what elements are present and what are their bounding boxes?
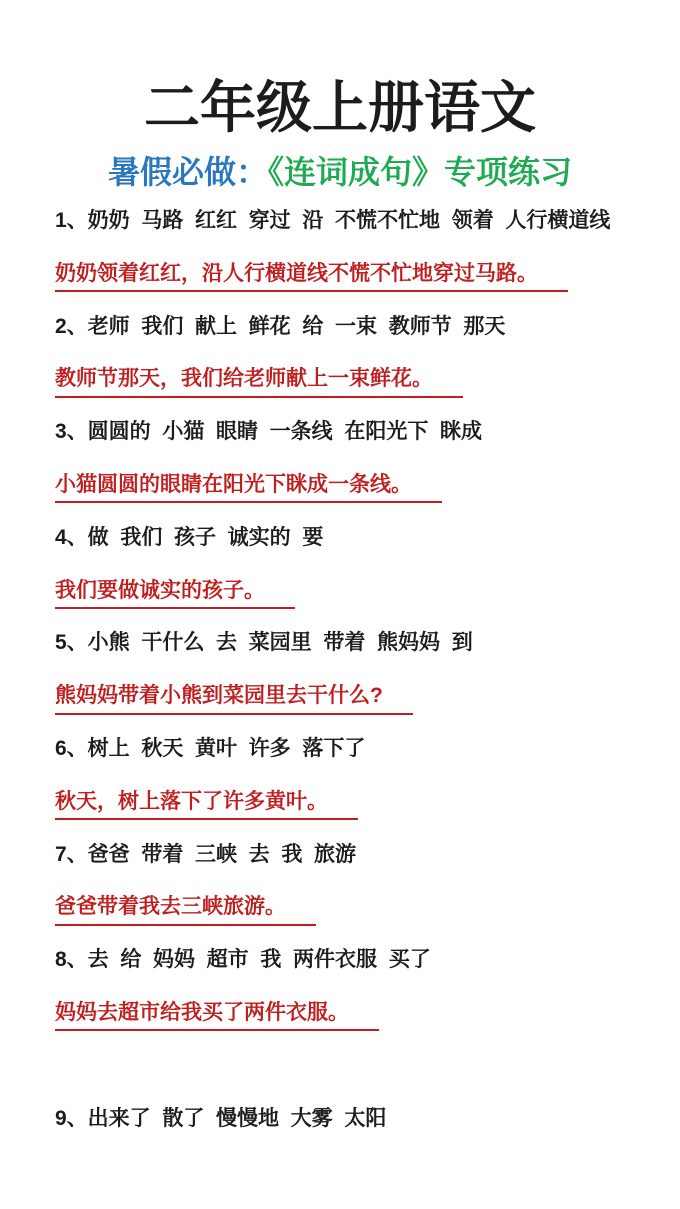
exercise-6-answer: 秋天，树上落下了许多黄叶。 [55,787,358,820]
blank-line [55,1040,644,1093]
exercise-8-prompt: 8、去 给 妈妈 超市 我 两件衣服 买了 [55,948,431,972]
subtitle-prefix: 暑假必做： [107,154,268,190]
exercise-5-prompt: 5、小熊 干什么 去 菜园里 带着 熊妈妈 到 [55,631,473,655]
page-title: 二年级上册语文 [144,76,536,139]
exercise-3-answer: 小猫圆圆的眼睛在阳光下眯成一条线。 [55,470,442,503]
exercise-7-answer-line [55,881,644,934]
page-subtitle [0,153,680,191]
exercise-6-answer-line [55,776,644,829]
exercise-4-answer: 我们要做诚实的孩子。 [55,576,295,609]
exercise-list [55,195,644,1145]
exercise-5-answer: 熊妈妈带着小熊到菜园里去干什么? [55,681,413,714]
exercise-4-prompt: 4、做 我们 孩子 诚实的 要 [55,525,324,549]
exercise-3-answer-line [55,459,644,512]
exercise-2-answer: 教师节那天，我们给老师献上一束鲜花。 [55,364,463,397]
exercise-9-prompt: 9、出来了 散了 慢慢地 大雾 太阳 [55,1106,387,1130]
exercise-4-answer-line [55,565,644,618]
exercise-2-prompt: 2、老师 我们 献上 鲜花 给 一束 教师节 那天 [55,314,506,338]
exercise-3-prompt: 3、圆圆的 小猫 眼睛 一条线 在阳光下 眯成 [55,420,483,444]
exercise-2-answer-line [55,353,644,406]
exercise-7-prompt: 7、爸爸 带着 三峡 去 我 旅游 [55,842,357,866]
exercise-1-answer-line [55,248,644,301]
exercise-7-answer: 爸爸带着我去三峡旅游。 [55,892,316,925]
exercise-5-answer-line [55,670,644,723]
exercise-1-prompt: 1、奶奶 马路 红红 穿过 沿 不慌不忙地 领着 人行横道线 [55,209,611,232]
exercise-8-answer: 妈妈去超市给我买了两件衣服。 [55,998,379,1031]
exercise-1-answer: 奶奶领着红红，沿人行横道线不慌不忙地穿过马路。 [55,259,568,292]
subtitle-topic: 《连词成句》专项练习 [268,154,573,190]
exercise-6-prompt: 6、树上 秋天 黄叶 许多 落下了 [55,736,366,760]
exercise-8-answer-line [55,987,644,1040]
